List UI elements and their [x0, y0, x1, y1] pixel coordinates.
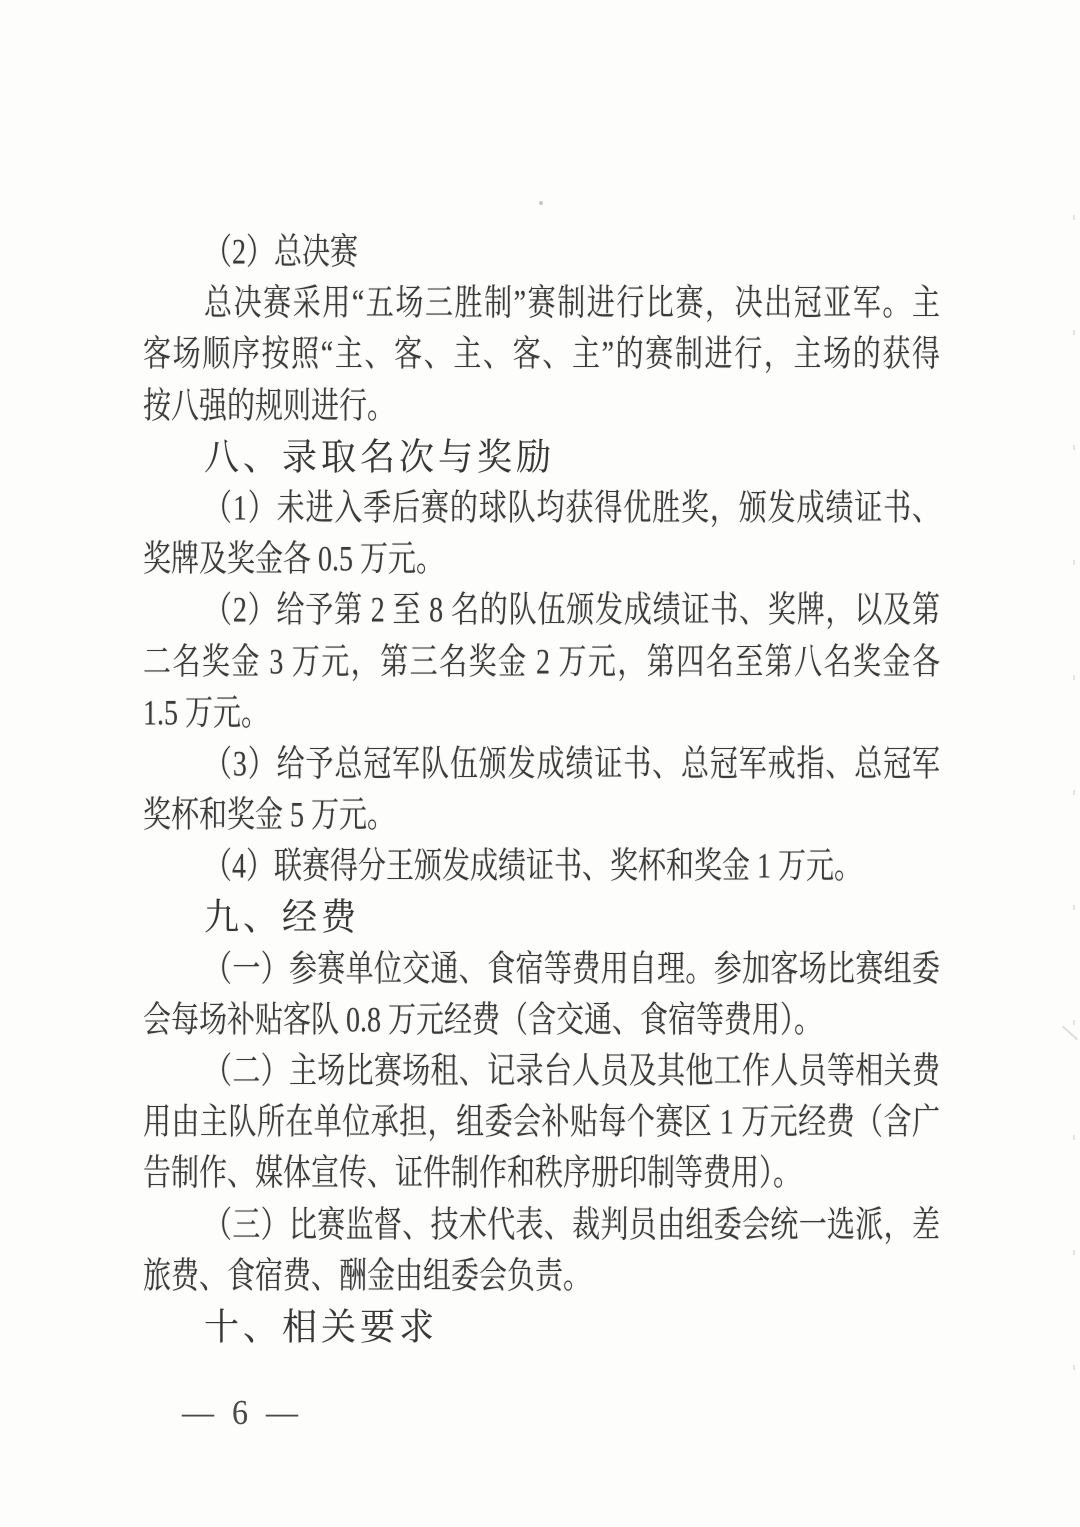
document-line: 按八强的规则进行。 — [143, 386, 396, 426]
document-line: 总决赛采用“五场三胜制”赛制进行比赛，决出冠亚军。主 — [204, 283, 940, 324]
document-line: （二）主场比赛场租、记录台人员及其他工作人员等相关费 — [204, 1051, 940, 1092]
document-line: 二名奖金 3 万元，第三名奖金 2 万元，第四名至第八名奖金各 — [143, 642, 940, 682]
document-line: 奖牌及奖金各 0.5 万元。 — [143, 539, 445, 580]
document-line: （一）参赛单位交通、食宿等费用自理。参加客场比赛组委 — [204, 949, 940, 989]
document-line: 告制作、媒体宣传、证件制作和秩序册印制等费用）。 — [143, 1154, 802, 1194]
scan-artifact-streak — [1062, 1026, 1078, 1041]
document-line: 1.5 万元。 — [143, 693, 270, 734]
document-line: （2）总决赛 — [204, 232, 359, 273]
document-line: （4）联赛得分王颁发成绩证书、奖杯和奖金 1 万元。 — [204, 846, 863, 887]
section-heading: 九、经费 — [204, 897, 361, 939]
document-line: （1）未进入季后赛的球队均获得优胜奖，颁发成绩证书、 — [204, 488, 940, 529]
document-line: 客场顺序按照“主、客、主、客、主”的赛制进行，主场的获得 — [143, 335, 940, 375]
document-line: 用由主队所在单位承担，组委会补贴每个赛区 1 万元经费（含广 — [143, 1102, 940, 1143]
document-line: （三）比赛监督、技术代表、裁判员由组委会统一选派，差 — [204, 1205, 940, 1245]
scan-artifact-edge — [1073, 215, 1075, 1445]
document-line: （3）给予总冠军队伍颁发成绩证书、总冠军戒指、总冠军 — [204, 744, 940, 785]
page-number: — 6 — — [182, 1392, 303, 1432]
document-line: （2）给予第 2 至 8 名的队伍颁发成绩证书、奖牌，以及第 — [204, 590, 940, 631]
document-body — [143, 227, 940, 1353]
document-line: 奖杯和奖金 5 万元。 — [143, 795, 396, 836]
section-heading: 十、相关要求 — [204, 1306, 439, 1348]
document-line: 会每场补贴客队 0.8 万元经费（含交通、食宿等费用）。 — [143, 1000, 823, 1041]
scan-artifact-dot — [539, 201, 543, 205]
section-heading: 八、录取名次与奖励 — [204, 436, 556, 478]
document-line: 旅费、食宿费、酬金由组委会负责。 — [143, 1256, 592, 1297]
